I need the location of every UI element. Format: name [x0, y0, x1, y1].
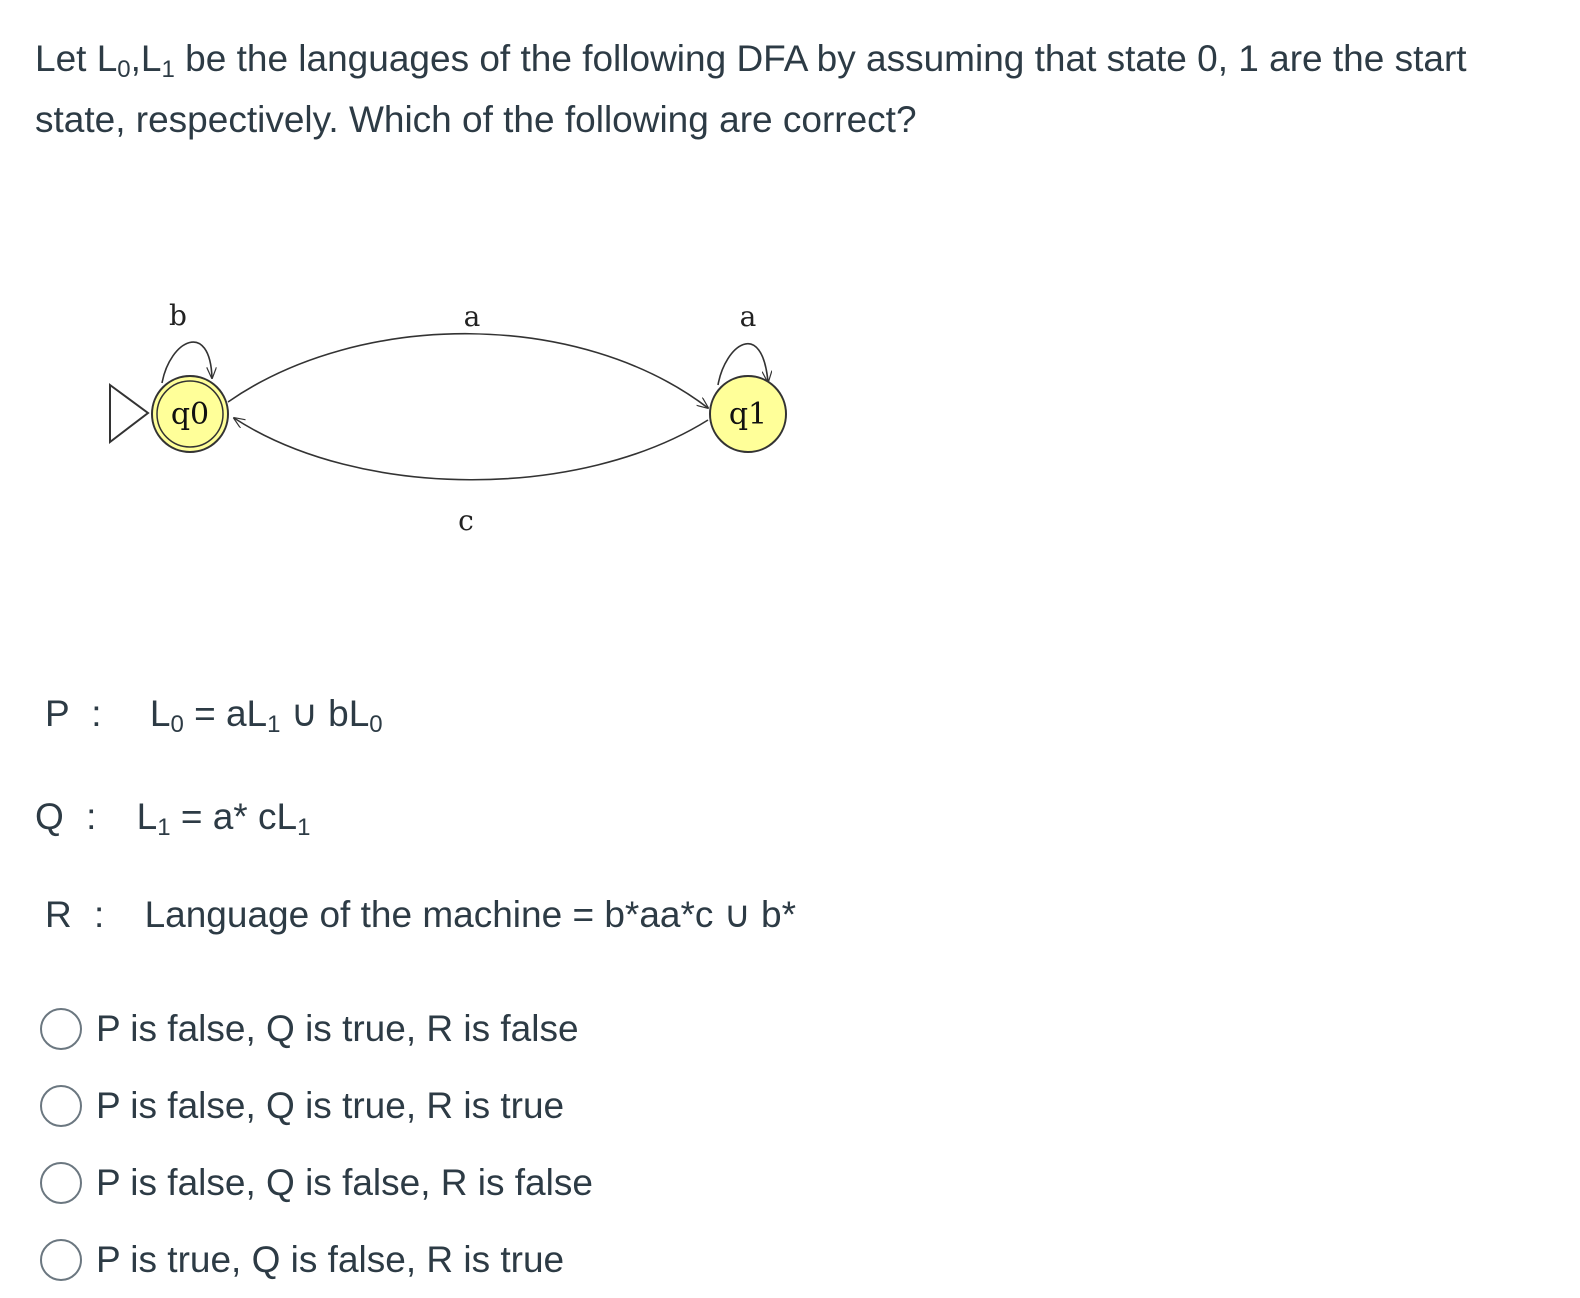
subscript: 1 [297, 814, 311, 841]
answer-option[interactable] [40, 1221, 593, 1298]
option-label: P is false, Q is true, R is true [96, 1084, 565, 1126]
radio-button[interactable] [40, 1239, 82, 1281]
subscript: 0 [117, 56, 131, 83]
state-q0-label: q0 [170, 397, 210, 432]
radio-button[interactable] [40, 1162, 82, 1204]
formula-part: L [136, 796, 158, 837]
formula-part: = a* cL [170, 796, 298, 837]
loop-label-b: b [169, 299, 187, 332]
answer-option[interactable] [40, 1067, 593, 1144]
statement-p-formula [149, 693, 383, 738]
question-text-part: be the languages of the following DFA by assuming that state 0, 1 are the start state, respectively. Which of the following are correct? [35, 38, 1467, 140]
subscript: 1 [161, 56, 175, 83]
edge-label-a: a [463, 300, 481, 333]
option-label: P is false, Q is false, R is false [96, 1161, 593, 1203]
answer-option[interactable] [40, 1144, 593, 1221]
statement-letter: P [45, 693, 70, 734]
option-label: P is false, Q is true, R is false [96, 1007, 579, 1049]
statement-p [45, 692, 383, 738]
dfa-diagram [100, 290, 820, 550]
statement-q [35, 796, 311, 841]
statement-q-formula [136, 796, 311, 841]
statement-letter: Q [35, 796, 64, 837]
question-text-part: ,L [130, 38, 162, 79]
edge-q0-q1 [228, 334, 708, 408]
radio-button[interactable] [40, 1085, 82, 1127]
answer-options [40, 990, 593, 1298]
statement-colon: : [94, 894, 105, 935]
start-arrow [110, 385, 148, 442]
edge-label-c: c [458, 504, 474, 537]
radio-button[interactable] [40, 1008, 82, 1050]
edge-q1-q0 [234, 418, 708, 480]
subscript: 0 [369, 711, 383, 738]
subscript: 1 [157, 814, 171, 841]
subscript: 1 [267, 711, 281, 738]
subscript: 0 [170, 711, 184, 738]
state-q1-label: q1 [728, 397, 768, 432]
loop-label-a: a [739, 300, 757, 333]
question-text-part: Let L [35, 38, 118, 79]
statement-r [45, 893, 796, 936]
state-q0 [152, 376, 228, 452]
answer-option[interactable] [40, 990, 593, 1067]
statement-r-formula: Language of the machine = b*aa*c ∪ b* [144, 894, 796, 935]
option-label: P is true, Q is false, R is true [96, 1238, 565, 1280]
statement-letter: R [45, 894, 72, 935]
formula-part: L [149, 693, 171, 734]
formula-part: = aL [183, 693, 268, 734]
question-text [35, 28, 1535, 150]
statement-colon: : [86, 796, 97, 837]
statement-colon: : [91, 693, 102, 734]
state-q1 [710, 376, 786, 452]
formula-part: ∪ bL [280, 693, 370, 734]
